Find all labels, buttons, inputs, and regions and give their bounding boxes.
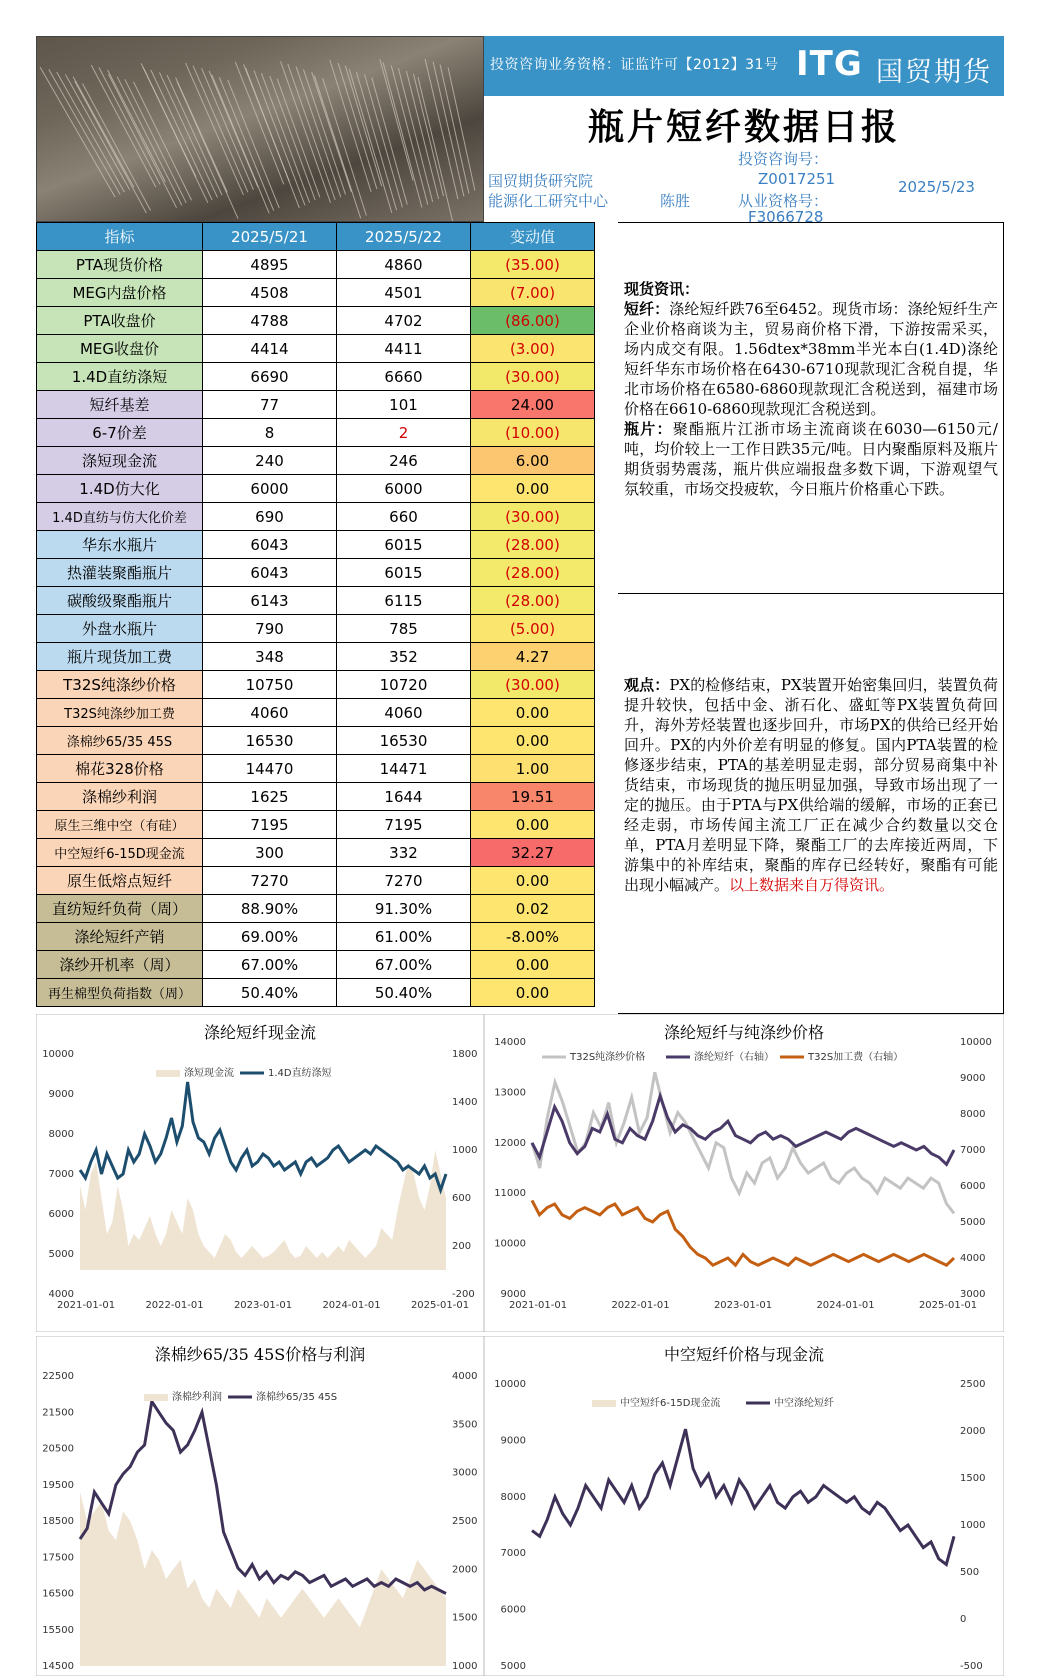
commentary-divider <box>618 593 1004 594</box>
row-value-date1: 10750 <box>203 671 337 699</box>
row-indicator-name: 碳酸级聚酯瓶片 <box>37 587 203 615</box>
qualification-text: 投资咨询业务资格：证监许可【2012】31号 <box>490 57 779 73</box>
row-value-date1: 16530 <box>203 727 337 755</box>
y-right-tick: 5000 <box>960 1217 986 1228</box>
y-left-tick: 8000 <box>500 1491 526 1503</box>
y-right-tick: 3500 <box>452 1419 478 1431</box>
x-tick: 2023-01-01 <box>233 1300 293 1311</box>
row-change-value: (3.00) <box>471 335 595 363</box>
table-row <box>37 391 595 419</box>
loom-thread <box>108 74 177 208</box>
y-right-tick: 3000 <box>452 1467 478 1479</box>
table-row <box>37 895 595 923</box>
row-value-date2: 7270 <box>337 867 471 895</box>
row-indicator-name: 中空短纤6-15D现金流 <box>37 839 203 867</box>
y-right-tick: 10000 <box>960 1037 992 1048</box>
y-right-tick: 8000 <box>960 1109 986 1120</box>
col-header-date2: 2025/5/22 <box>337 223 471 251</box>
row-value-date1: 6143 <box>203 587 337 615</box>
table-row <box>37 251 595 279</box>
series-area-profit <box>80 1492 446 1666</box>
y-right-tick: 4000 <box>960 1253 986 1264</box>
y-left-tick: 13000 <box>494 1087 526 1099</box>
table-row <box>37 951 595 979</box>
view-label: 观点： <box>624 676 670 694</box>
loom-thread <box>64 74 129 190</box>
row-value-date1: 4788 <box>203 307 337 335</box>
series-line-1-4d <box>80 1082 446 1190</box>
header-textile-photo <box>36 36 484 222</box>
y-right-tick: 6000 <box>960 1181 986 1192</box>
y-left-tick: 16500 <box>42 1588 74 1600</box>
chip-label: 瓶片： <box>624 420 673 438</box>
row-change-value: 19.51 <box>471 783 595 811</box>
y-right-tick: 2500 <box>452 1516 478 1527</box>
series-area-cashflow <box>80 1150 446 1270</box>
y-right-tick: 7000 <box>960 1145 986 1156</box>
table-row <box>37 335 595 363</box>
chart-title: 涤纶短纤与纯涤纱价格 <box>663 1023 825 1042</box>
row-indicator-name: 涤纱开机率（周） <box>37 951 203 979</box>
table-row <box>37 419 595 447</box>
y-right-tick: 1400 <box>452 1097 478 1108</box>
y-left-tick: 4000 <box>48 1289 74 1300</box>
row-value-date1: 7270 <box>203 867 337 895</box>
commentary-panel <box>618 222 1004 1014</box>
report-title: 瓶片短纤数据日报 <box>587 106 900 148</box>
row-change-value: (86.00) <box>471 307 595 335</box>
y-left-tick: 17500 <box>42 1552 74 1564</box>
x-tick: 2022-01-01 <box>611 1300 670 1311</box>
table-row <box>37 363 595 391</box>
y-left-tick: 6000 <box>500 1604 526 1616</box>
row-indicator-name: 涤棉纱利润 <box>37 783 203 811</box>
table-row <box>37 615 595 643</box>
y-left-tick: 8000 <box>48 1129 74 1140</box>
legend-swatch <box>144 1394 168 1401</box>
row-value-date2: 4860 <box>337 251 471 279</box>
y-right-tick: -200 <box>452 1289 475 1300</box>
y-left-tick: 5000 <box>48 1249 74 1260</box>
loom-thread <box>440 64 470 193</box>
row-value-date2: 4501 <box>337 279 471 307</box>
row-value-date2: 91.30% <box>337 895 471 923</box>
row-change-value: 0.00 <box>471 979 595 1007</box>
row-indicator-name: T32S纯涤纱价格 <box>37 671 203 699</box>
row-change-value: (30.00) <box>471 503 595 531</box>
row-change-value: -8.00% <box>471 923 595 951</box>
row-indicator-name: 涤纶短纤产销 <box>37 923 203 951</box>
row-change-value: 0.00 <box>471 727 595 755</box>
row-indicator-name: PTA现货价格 <box>37 251 203 279</box>
row-value-date2: 67.00% <box>337 951 471 979</box>
institute-name: 国贸期货研究院 <box>488 172 594 190</box>
table-row <box>37 727 595 755</box>
row-value-date2: 6000 <box>337 475 471 503</box>
data-table <box>36 222 595 1007</box>
row-indicator-name: 华东水瓶片 <box>37 531 203 559</box>
row-value-date1: 77 <box>203 391 337 419</box>
row-value-date2: 2 <box>337 419 471 447</box>
table-row <box>37 503 595 531</box>
report-page <box>36 36 1004 1676</box>
row-change-value: (10.00) <box>471 419 595 447</box>
loom-thread <box>116 76 182 205</box>
row-value-date1: 50.40% <box>203 979 337 1007</box>
y-right-tick: -500 <box>960 1661 983 1672</box>
legend-swatch <box>592 1400 616 1407</box>
row-value-date2: 6015 <box>337 531 471 559</box>
chart-title: 中空短纤价格与现金流 <box>663 1345 825 1364</box>
row-value-date1: 4414 <box>203 335 337 363</box>
row-change-value: 0.00 <box>471 867 595 895</box>
y-right-tick: 1500 <box>452 1612 478 1624</box>
col-header-change: 变动值 <box>471 223 595 251</box>
row-value-date1: 348 <box>203 643 337 671</box>
row-change-value: (30.00) <box>471 363 595 391</box>
row-indicator-name: 6-7价差 <box>37 419 203 447</box>
row-indicator-name: 棉花328价格 <box>37 755 203 783</box>
y-right-tick: 2500 <box>960 1379 986 1390</box>
y-right-tick: 1500 <box>960 1473 986 1484</box>
y-left-tick: 14500 <box>42 1661 74 1672</box>
row-indicator-name: 原生三维中空（有硅） <box>37 811 203 839</box>
row-value-date1: 790 <box>203 615 337 643</box>
row-value-date1: 690 <box>203 503 337 531</box>
y-left-tick: 18500 <box>42 1516 74 1527</box>
row-indicator-name: 热灌装聚酯瓶片 <box>37 559 203 587</box>
table-row <box>37 279 595 307</box>
row-value-date1: 14470 <box>203 755 337 783</box>
row-change-value: 0.00 <box>471 951 595 979</box>
row-indicator-name: MEG收盘价 <box>37 335 203 363</box>
row-indicator-name: 原生低熔点短纤 <box>37 867 203 895</box>
y-left-tick: 10000 <box>494 1238 526 1250</box>
y-right-tick: 2000 <box>960 1426 986 1437</box>
table-row <box>37 643 595 671</box>
chip-text: 聚酯瓶片江浙市场主流商谈在6030—6150元/吨，均价较上一工作日跌35元/吨。日内聚酯原料及瓶片期货弱势震荡，瓶片供应端报盘多数下调，下游观望气氛较重，市场交投疲软，今日瓶片价格重心下跌。 <box>624 420 998 498</box>
legend-label: 中空短纤6-15D现金流 <box>620 1398 721 1409</box>
table-row <box>37 531 595 559</box>
y-left-tick: 22500 <box>42 1371 74 1382</box>
qual-number: F3066728 <box>748 208 824 222</box>
row-value-date2: 6115 <box>337 587 471 615</box>
chart-title: 涤棉纱65/35 45S价格与利润 <box>154 1345 366 1364</box>
x-tick: 2023-01-01 <box>713 1300 773 1311</box>
qual-label: 从业资格号： <box>738 192 829 210</box>
row-value-date2: 61.00% <box>337 923 471 951</box>
row-change-value: 0.00 <box>471 811 595 839</box>
row-indicator-name: 涤短现金流 <box>37 447 203 475</box>
table-row <box>37 671 595 699</box>
table-header-row <box>37 223 595 251</box>
row-indicator-name: 1.4D仿大化 <box>37 475 203 503</box>
table-row <box>37 923 595 951</box>
y-right-tick: 600 <box>452 1193 472 1204</box>
legend-label: 涤短现金流 <box>184 1068 234 1079</box>
table-row <box>37 867 595 895</box>
table-row <box>37 979 595 1007</box>
row-value-date1: 8 <box>203 419 337 447</box>
row-change-value: 6.00 <box>471 447 595 475</box>
row-indicator-name: 短纤基差 <box>37 391 203 419</box>
row-indicator-name: 1.4D直纺与仿大化价差 <box>37 503 203 531</box>
row-indicator-name: 外盘水瓶片 <box>37 615 203 643</box>
legend-label: 涤棉纱利润 <box>172 1392 222 1403</box>
series-line-fiber <box>532 1096 954 1164</box>
row-change-value: 0.00 <box>471 475 595 503</box>
row-change-value: (7.00) <box>471 279 595 307</box>
y-left-tick: 7000 <box>48 1169 74 1180</box>
y-left-tick: 10000 <box>42 1049 74 1060</box>
row-indicator-name: PTA收盘价 <box>37 307 203 335</box>
y-left-tick: 15500 <box>42 1624 74 1636</box>
col-header-date1: 2025/5/21 <box>203 223 337 251</box>
y-right-tick: 3000 <box>960 1289 986 1300</box>
y-left-tick: 5000 <box>500 1661 526 1672</box>
table-row <box>37 699 595 727</box>
series-line-hollow <box>532 1429 954 1564</box>
row-value-date2: 50.40% <box>337 979 471 1007</box>
row-value-date1: 1625 <box>203 783 337 811</box>
x-tick: 2025-01-01 <box>410 1300 470 1311</box>
y-right-tick: 1000 <box>452 1661 478 1672</box>
row-value-date2: 6015 <box>337 559 471 587</box>
table-row <box>37 475 595 503</box>
row-value-date1: 6000 <box>203 475 337 503</box>
itg-logo: ITG <box>796 44 863 84</box>
table-row <box>37 587 595 615</box>
series-line-t32s <box>532 1072 954 1213</box>
row-value-date1: 88.90% <box>203 895 337 923</box>
y-right-tick: 2000 <box>452 1564 478 1576</box>
source-note: 以上数据来自万得资讯。 <box>729 876 895 894</box>
loom-thread <box>56 72 125 193</box>
y-right-tick: 9000 <box>960 1073 986 1084</box>
row-value-date2: 10720 <box>337 671 471 699</box>
header-band <box>484 36 1004 96</box>
row-change-value: (28.00) <box>471 531 595 559</box>
row-change-value: (28.00) <box>471 559 595 587</box>
row-value-date2: 16530 <box>337 727 471 755</box>
legend-label: T32S纯涤纱价格 <box>570 1052 646 1063</box>
row-change-value: (30.00) <box>471 671 595 699</box>
legend-swatch <box>156 1070 180 1077</box>
table-row <box>37 447 595 475</box>
legend-label: T32S加工费（右轴） <box>808 1052 904 1063</box>
legend-label: 涤纶短纤（右轴） <box>694 1052 774 1063</box>
fiber-text: 涤纶短纤跌76至6452。现货市场：涤纶短纤生产企业价格商谈为主，贸易商价格下滑，下游按需采买，场内成交有限。1.56dtex*38mm半光本白(1.4D)涤纶短纤华东市场价格在6430-6710现款现汇含税自提，华北市场价格在6580-6860现款现汇含税送到，福建市场价格在6610-6860现款现汇含税送到。 <box>624 300 998 418</box>
y-left-tick: 10000 <box>494 1379 526 1390</box>
row-value-date2: 7195 <box>337 811 471 839</box>
y-right-tick: 1000 <box>452 1145 478 1156</box>
y-left-tick: 14000 <box>494 1037 526 1048</box>
row-value-date1: 6690 <box>203 363 337 391</box>
fiber-label: 短纤： <box>624 300 670 318</box>
row-value-date2: 101 <box>337 391 471 419</box>
spot-news <box>624 279 998 499</box>
row-value-date1: 4508 <box>203 279 337 307</box>
col-header-indicator: 指标 <box>37 223 203 251</box>
chart-hollow-fiber-svg <box>484 1336 1004 1676</box>
x-tick: 2025-01-01 <box>918 1300 978 1311</box>
y-right-tick: 200 <box>452 1241 472 1252</box>
x-tick: 2024-01-01 <box>816 1300 875 1311</box>
row-change-value: 24.00 <box>471 391 595 419</box>
row-change-value: 0.00 <box>471 699 595 727</box>
row-indicator-name: 直纺短纤负荷（周） <box>37 895 203 923</box>
row-change-value: (5.00) <box>471 615 595 643</box>
legend-label: 中空涤纶短纤 <box>774 1398 834 1409</box>
row-change-value: 0.02 <box>471 895 595 923</box>
row-value-date2: 352 <box>337 643 471 671</box>
table-row <box>37 811 595 839</box>
view-section <box>624 675 998 895</box>
row-change-value: 4.27 <box>471 643 595 671</box>
row-indicator-name: 1.4D直纺涤短 <box>37 363 203 391</box>
row-change-value: 1.00 <box>471 755 595 783</box>
y-right-tick: 0 <box>960 1614 967 1625</box>
chart-fiber-yarn-svg <box>484 1014 1004 1332</box>
y-right-tick: 1800 <box>452 1049 478 1060</box>
table-row <box>37 755 595 783</box>
row-indicator-name: MEG内盘价格 <box>37 279 203 307</box>
x-tick: 2021-01-01 <box>508 1300 568 1311</box>
chart-fiber-yarn <box>484 1014 1004 1332</box>
row-value-date2: 6660 <box>337 363 471 391</box>
row-value-date1: 300 <box>203 839 337 867</box>
chart-hollow-fiber <box>484 1336 1004 1676</box>
row-value-date1: 4060 <box>203 699 337 727</box>
chart-cashflow <box>36 1014 484 1332</box>
row-value-date2: 4702 <box>337 307 471 335</box>
chart-frame <box>484 1336 1004 1676</box>
row-value-date1: 4895 <box>203 251 337 279</box>
row-change-value: (35.00) <box>471 251 595 279</box>
table-body <box>37 251 595 1007</box>
analyst-name: 陈胜 <box>660 192 691 210</box>
row-value-date2: 14471 <box>337 755 471 783</box>
row-value-date2: 660 <box>337 503 471 531</box>
loom-thread <box>432 62 464 197</box>
y-right-tick: 4000 <box>452 1371 478 1382</box>
report-date: 2025/5/23 <box>898 178 975 196</box>
y-right-tick: 500 <box>960 1567 980 1578</box>
view-text: PX的检修结束，PX装置开始密集回归，装置负荷提升较快，包括中金、浙石化、盛虹等PX装置负荷回升，海外芳烃装置也逐步回升，市场PX的供给已经开始回升。PX的内外价差有明显的修复。国内PTA装置的检修逐步结束，PTA的基差明显走弱，部分贸易商集中补货结束，市场现货的抛压明显加强，导致市场出现了一定的抛压。由于PTA与PX供给端的缓解，市场的正套已经走弱，市场传闻主流工厂正在减少合约数量以交仓单，PTA月差明显下降，聚酯工厂的去库接近两周，下游集中的补库结束，聚酯的库存已经转好，聚酯有可能出现小幅减产。 <box>624 676 998 894</box>
y-left-tick: 7000 <box>500 1548 526 1560</box>
row-change-value: (28.00) <box>471 587 595 615</box>
row-indicator-name: T32S纯涤纱加工费 <box>37 699 203 727</box>
row-change-value: 32.27 <box>471 839 595 867</box>
row-value-date1: 67.00% <box>203 951 337 979</box>
row-value-date2: 4060 <box>337 699 471 727</box>
y-left-tick: 21500 <box>42 1407 74 1419</box>
x-tick: 2024-01-01 <box>322 1300 381 1311</box>
table-row <box>37 839 595 867</box>
row-value-date1: 7195 <box>203 811 337 839</box>
y-left-tick: 12000 <box>494 1137 526 1149</box>
chart-title: 涤纶短纤现金流 <box>203 1023 317 1042</box>
center-name: 能源化工研究中心 <box>488 192 609 210</box>
row-value-date1: 6043 <box>203 559 337 587</box>
y-left-tick: 6000 <box>48 1209 74 1220</box>
row-value-date1: 69.00% <box>203 923 337 951</box>
y-right-tick: 1000 <box>960 1520 986 1531</box>
chart-blend-yarn-svg <box>36 1336 484 1676</box>
legend-label: 涤棉纱65/35 45S <box>256 1392 338 1403</box>
y-left-tick: 9000 <box>48 1089 74 1100</box>
row-value-date2: 1644 <box>337 783 471 811</box>
y-left-tick: 9000 <box>500 1435 526 1447</box>
x-tick: 2022-01-01 <box>145 1300 204 1311</box>
consult-label: 投资咨询号： <box>738 150 829 168</box>
legend-label: 1.4D直纺涤短 <box>268 1068 332 1079</box>
y-left-tick: 19500 <box>42 1479 74 1491</box>
row-indicator-name: 再生棉型负荷指数（周） <box>37 979 203 1007</box>
series-line-processing-fee <box>532 1200 954 1265</box>
spot-heading: 现货资讯： <box>624 280 700 298</box>
x-tick: 2021-01-01 <box>56 1300 116 1311</box>
row-value-date1: 240 <box>203 447 337 475</box>
consult-number: Z0017251 <box>758 170 836 188</box>
row-value-date1: 6043 <box>203 531 337 559</box>
row-value-date2: 4411 <box>337 335 471 363</box>
chart-blend-yarn <box>36 1336 484 1676</box>
row-value-date2: 332 <box>337 839 471 867</box>
row-indicator-name: 瓶片现货加工费 <box>37 643 203 671</box>
y-left-tick: 11000 <box>494 1188 526 1200</box>
table-row <box>37 783 595 811</box>
row-value-date2: 785 <box>337 615 471 643</box>
table-row <box>37 307 595 335</box>
itg-logo-cn: 国贸期货 <box>876 57 992 88</box>
row-indicator-name: 涤棉纱65/35 45S <box>37 727 203 755</box>
table-row <box>37 559 595 587</box>
chart-cashflow-svg <box>36 1014 484 1332</box>
y-left-tick: 20500 <box>42 1443 74 1455</box>
y-left-tick: 9000 <box>500 1289 526 1300</box>
row-value-date2: 246 <box>337 447 471 475</box>
